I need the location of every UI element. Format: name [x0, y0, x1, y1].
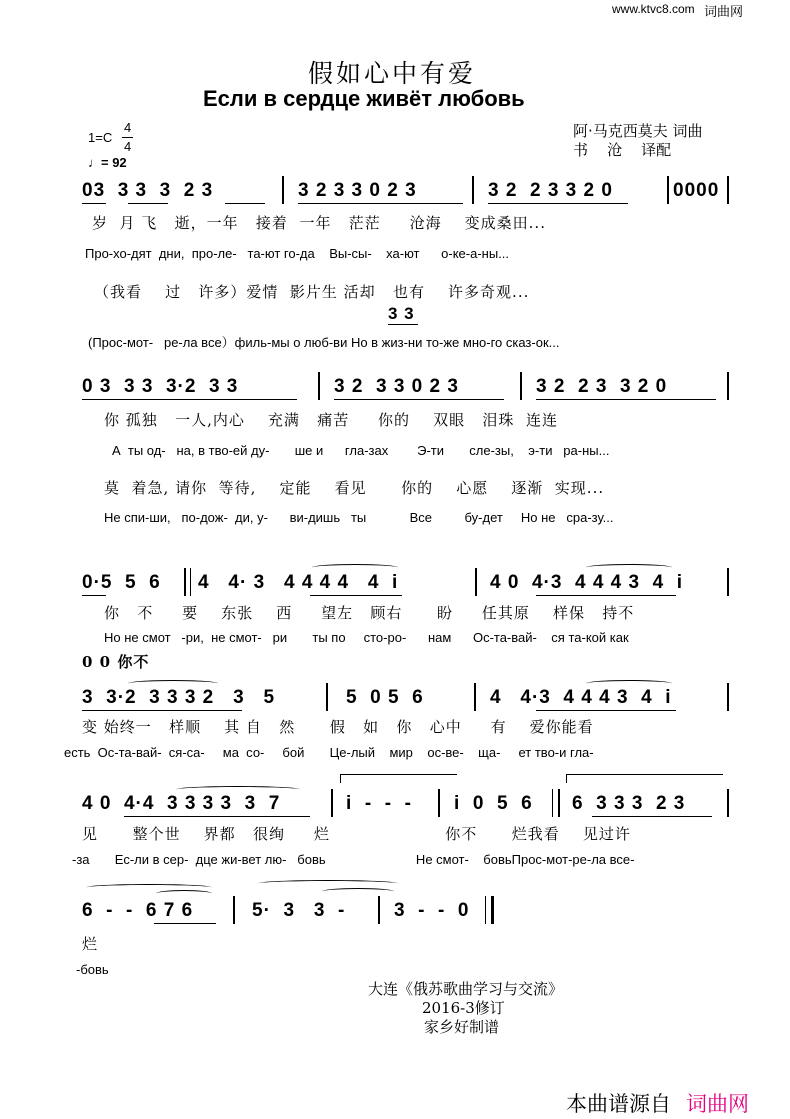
row6-notes-m2: 5· 3 3 -	[252, 900, 346, 921]
barline	[233, 896, 235, 924]
note-underline	[82, 203, 106, 204]
slur	[322, 888, 394, 895]
note-underline	[82, 595, 106, 596]
repeat-barline-thick	[184, 568, 186, 596]
barline	[318, 372, 320, 400]
note-underline	[128, 203, 168, 204]
row1-notes-m1: 03 3 3 3 2 3	[82, 180, 214, 201]
note-underline	[488, 203, 628, 204]
note-underline	[124, 816, 310, 817]
row2-lyric-ru2: Не спи-ши, по-дож- ди, у- ви-дишь ты Все бу-дет Но не сра-зу...	[104, 510, 614, 525]
note-underline	[334, 399, 504, 400]
barline	[472, 176, 474, 204]
barline	[727, 789, 729, 817]
row3-lyric-cn: 你 不 要 东张 西 望左 顾右 盼 任其原 样保 持不	[104, 604, 635, 622]
time-signature-top: 4	[124, 120, 132, 135]
row1-lyric-ru: Про-хо-дят дни, про-ле- та-ют го-да Вы-сы- ха-ют о-ке-а-ны...	[85, 246, 510, 261]
row3-lyric-ru: Но не смот -ри, не смот- ри ты по сто-ро- нам Ос-та-вай- ся та-кой как	[104, 630, 629, 645]
time-signature-line	[122, 137, 133, 138]
key-signature: 1=C	[88, 130, 113, 145]
tempo-mark: ♩= 92	[88, 155, 127, 170]
slur	[258, 880, 398, 887]
row3-notes-m1: 0·5 5 6	[82, 572, 161, 593]
row1-lyric-cn: 岁 月 飞 逝，一年 接着 一年 茫茫 沧海 变成桑田...	[92, 214, 546, 232]
row3-extra: 0 0 你不	[82, 653, 150, 671]
barline	[378, 896, 380, 924]
row3-notes-m3: 4 0 4·3 4 4 4 3 4 i	[490, 572, 684, 593]
final-barline-thick	[491, 896, 494, 924]
row6-notes-m1: 6 - - 6 7 6	[82, 900, 194, 921]
row2-lyric-cn: 你 孤独 一人,内心 充满 痛苦 你的 双眼 泪珠 连连	[104, 411, 558, 429]
note-underline	[82, 710, 242, 711]
row6-lyric-cn: 烂	[82, 935, 99, 953]
slur	[176, 786, 300, 793]
note-underline	[388, 324, 418, 325]
row2-notes-m1: 0 3 3 3 3·2 3 3	[82, 376, 239, 397]
barline	[475, 568, 477, 596]
note-underline	[82, 399, 297, 400]
row3-notes-m2: 4 4· 3 4 4 4 4 4 i	[198, 572, 399, 593]
footer-source: 大连《俄苏歌曲学习与交流》	[368, 980, 564, 998]
time-signature-bottom: 4	[124, 139, 132, 154]
footer-source-name[interactable]: 词曲网	[686, 1092, 749, 1116]
note-underline	[298, 203, 463, 204]
row2-notes-m3: 3 2 2 3 3 2 0	[536, 376, 668, 397]
row6-lyric-ru: -бовь	[76, 962, 109, 977]
row2-lyric-cn2: 莫 着急, 请你 等待, 定能 看见 你的 心愿 逐渐 实现...	[104, 479, 605, 497]
slur	[586, 564, 672, 571]
credit-composer: 阿·马克西莫夫 词曲	[573, 122, 703, 140]
note-underline	[592, 816, 712, 817]
row5-notes-m2: i - - -	[346, 793, 412, 814]
row5-notes-m4: 6 3 3 3 2 3	[572, 793, 686, 814]
site-name[interactable]: 词曲网	[704, 5, 744, 20]
barline	[282, 176, 284, 204]
barline	[438, 789, 440, 817]
row1-notes-m3: 3 2 2 3 3 2 0	[488, 180, 613, 201]
repeat-barline-thin	[190, 568, 191, 596]
row4-notes-m3: 4 4·3 4 4 4 3 4 i	[490, 687, 672, 708]
row1-notes-m2: 3 2 3 3 0 2 3	[298, 180, 417, 201]
row4-lyric-cn: 变 始终一 样顺 其 自 然 假 如 你 心中 有 爱你能看	[82, 718, 594, 736]
row5-notes-m3: i 0 5 6	[454, 793, 533, 814]
row6-notes-m3: 3 - - 0	[394, 900, 470, 921]
slur	[586, 680, 672, 687]
note-underline	[310, 595, 402, 596]
note-underline	[225, 203, 265, 204]
barline	[520, 372, 522, 400]
row1-notes-m4: 0000	[673, 180, 720, 201]
row5-lyric-ru: -за Ес-ли в сер- дце жи-вет лю- бовь Не смот- бовьПрос-мот-ре-ла все-	[72, 852, 635, 867]
row4-notes-m1: 3 3·2 3 3 3 2 3 5	[82, 687, 276, 708]
row2-lyric-ru: А ты од- на, в тво-ей ду- ше и гла-зах Э-ти сле-зы, э-ти ра-ны...	[112, 443, 610, 458]
row1-extra-notes: 3 3	[388, 304, 415, 323]
barline	[727, 683, 729, 711]
row2-notes-m2: 3 2 3 3 0 2 3	[334, 376, 459, 397]
row1-lyric-cn2: （我看 过 许多）爱情 影片生 活却 也有 许多奇观...	[94, 283, 530, 301]
note-underline	[536, 595, 676, 596]
title-chinese: 假如心中有爱	[308, 59, 477, 88]
row5-notes-m1: 4 0 4·4 3 3 3 3 3 7	[82, 793, 281, 814]
row1-lyric-ru2: (Прос-мот- ре-ла все）филь-мы о люб-ви Но в жиз-ни то-же мно-го сказ-ок...	[88, 335, 560, 350]
final-barline-thin	[485, 896, 486, 924]
volta-bracket-2	[566, 774, 723, 783]
slur	[156, 890, 212, 897]
barline	[727, 176, 729, 204]
barline	[727, 568, 729, 596]
volta-bracket-1	[340, 774, 457, 783]
footer-source-label: 本曲谱源自	[566, 1092, 671, 1116]
barline	[727, 372, 729, 400]
note-underline	[154, 923, 216, 924]
footer-revision: 2016-3修订	[422, 999, 505, 1017]
barline	[667, 176, 669, 204]
repeat-barline-thin	[552, 789, 553, 817]
barline	[326, 683, 328, 711]
row4-notes-m2: 5 0 5 6	[346, 687, 424, 708]
repeat-barline-thick	[558, 789, 560, 817]
barline	[474, 683, 476, 711]
note-underline	[536, 710, 676, 711]
footer-author: 家乡好制谱	[424, 1018, 500, 1036]
site-url[interactable]: www.ktvc8.com	[612, 2, 695, 16]
note-underline	[536, 399, 716, 400]
row5-lyric-cn: 见 整个世 界都 很绚 烂 你不 烂我看 见过许	[82, 825, 631, 843]
row4-lyric-ru: есть Ос-та-вай- ся-са- ма со- бой Це-лый мир ос-ве- ща- ет тво-и гла-	[64, 745, 594, 760]
barline	[331, 789, 333, 817]
title-russian: Если в сердце живёт любовь	[203, 86, 525, 111]
credit-translator: 书 沧 译配	[573, 141, 672, 159]
slur	[128, 680, 218, 687]
slur	[312, 564, 398, 571]
